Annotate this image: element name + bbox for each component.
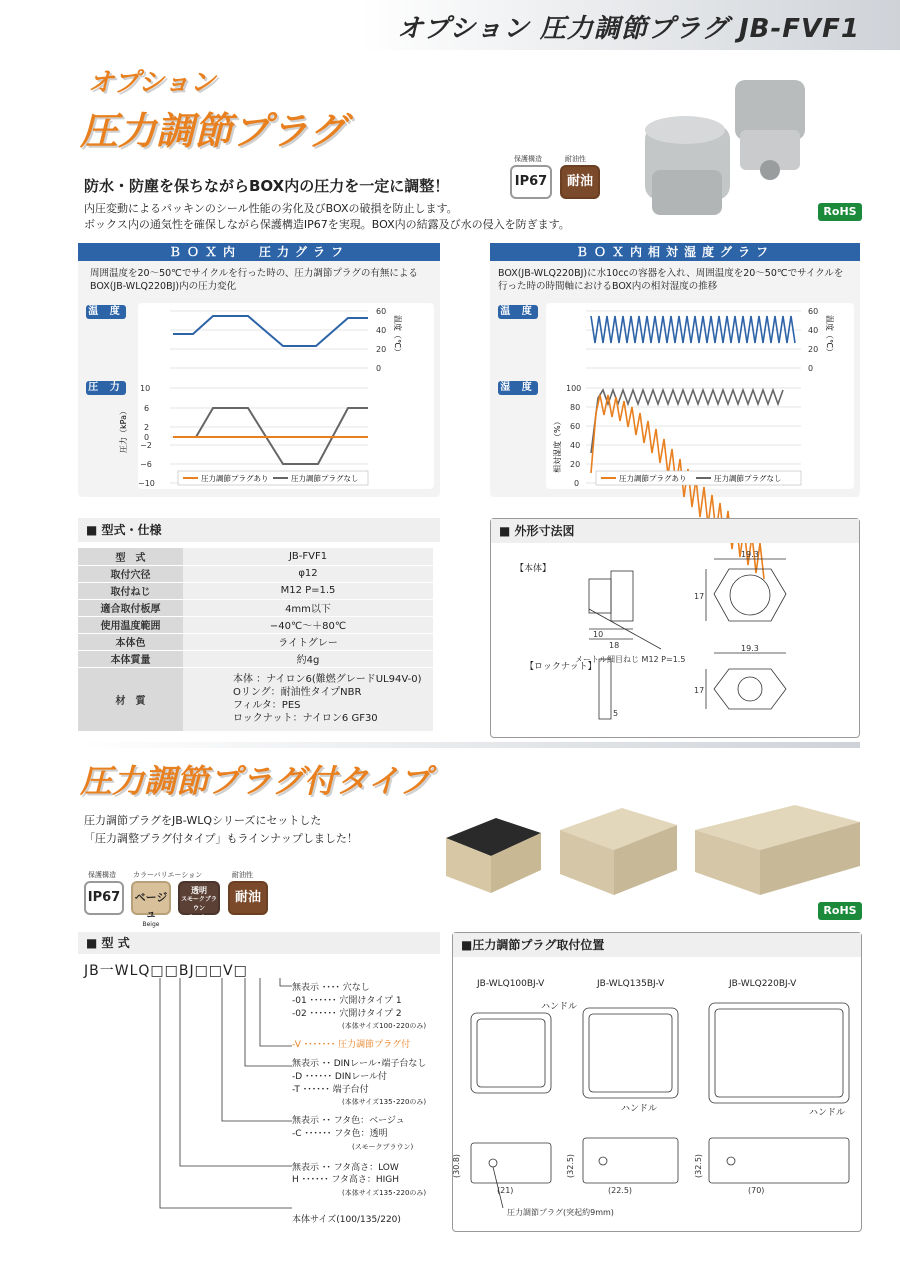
color-beige-label: ベージュ <box>134 891 168 920</box>
dims-body-label: 【本体】 <box>515 564 552 574</box>
model-line: 無表示 ････ 穴なし <box>292 983 370 993</box>
type2-oil-badge: 耐油 <box>228 881 268 915</box>
material-filter: フィルタ：PES <box>233 700 301 711</box>
spec-value: 約4g <box>183 650 433 667</box>
model-line: 無表示 ･･ DINレール･端子台なし <box>292 1058 427 1069</box>
pressure-tick-m6: −6 <box>140 460 152 469</box>
dim-17-bottom: 17 <box>694 686 705 695</box>
legend-without-plug-left: 圧力調節プラグなし <box>291 474 359 483</box>
table-row <box>78 633 433 650</box>
humidity-tick-20: 20 <box>570 460 581 469</box>
enclosure-photo-small <box>436 798 546 898</box>
dimension-drawing <box>561 549 851 734</box>
dim-100-width: (21) <box>497 1186 514 1195</box>
model-line: (本体サイズ135･220のみ) <box>342 1098 427 1107</box>
model-line: 無表示 ･･ フタ高さ：LOW <box>292 1162 399 1173</box>
pill-humidity: 湿 度 <box>498 381 538 395</box>
humidity-tick-60: 60 <box>570 422 581 431</box>
plug-note: 圧力調節プラグ(突起約9mm) <box>507 1208 614 1217</box>
pill-temperature-left: 温 度 <box>86 305 126 319</box>
spec-table <box>78 548 433 732</box>
model-title-bar <box>78 932 440 954</box>
spec-value: 4mm以下 <box>183 599 433 616</box>
temp-axis-label-right: 温度（℃） <box>825 315 834 356</box>
hero-desc-2: ボックス内の通気性を確保しながら保護構造IP67を実現。BOX内の結露及び水の侵入を防ぎます。 <box>84 218 570 231</box>
pressure-caption-1: 周囲温度を20～50℃でサイクルを行った時の、圧力調節プラグの有無による <box>90 268 418 279</box>
humidity-tick-40: 40 <box>570 441 581 450</box>
spec-value: φ12 <box>183 565 433 582</box>
model-line: (本体サイズ100･220のみ) <box>342 1022 427 1031</box>
pressure-tick-m2: −2 <box>140 441 152 450</box>
dimensions-title: ■ 外形寸法図 <box>491 519 859 543</box>
model-line: H ･･････ フタ高さ：HIGH <box>292 1175 400 1186</box>
dim-100-height: (30.8) <box>452 1153 461 1178</box>
pressure-tick-10: 10 <box>140 384 151 393</box>
temp-tick-20-r: 20 <box>808 345 819 354</box>
humidity-axis-label: 相対湿度（%） <box>553 417 562 473</box>
color-smoke-label: 透明 <box>191 886 207 895</box>
pressure-tick-0: 0 <box>144 433 150 442</box>
temp-tick-0: 0 <box>376 364 382 373</box>
table-row <box>78 548 433 565</box>
badge-oil-caption: 耐油性 <box>565 155 586 163</box>
product-title: 圧力調節プラグ <box>80 109 347 153</box>
model-code: JB一WLQ□□BJ□□V□ <box>84 963 248 979</box>
model-135-label: JB-WLQ135BJ-V <box>597 979 665 989</box>
model-title: ■ 型 式 <box>86 936 130 950</box>
model-line: (本体サイズ135･220のみ) <box>342 1189 427 1198</box>
enclosure-photo-medium <box>552 800 682 900</box>
pressure-axis-label: 圧力（kPa） <box>119 407 128 453</box>
model-line: -D ･･････ DINレール付 <box>292 1071 388 1082</box>
model-line-pressure-plug: -V ･･･････ 圧力調節プラグ付 <box>292 1040 411 1051</box>
model-line: (スモークブラウン) <box>352 1142 414 1151</box>
pressure-caption-2: BOX(JB-WLQ220BJ)内の圧力変化 <box>90 281 237 292</box>
model-line: 無表示 ･･ フタ色：ベージュ <box>292 1116 405 1127</box>
hero-desc-1: 内圧変動によるパッキンのシール性能の劣化及びBOXの破損を防止します。 <box>84 202 458 215</box>
model-220-label: JB-WLQ220BJ-V <box>729 979 797 989</box>
install-position-title: ■圧力調節プラグ取付位置 <box>453 933 861 957</box>
humidity-caption-2: 行った時の時間軸におけるBOX内の相対湿度の推移 <box>498 281 718 292</box>
humidity-tick-80: 80 <box>570 403 581 412</box>
spec-panel <box>78 518 440 738</box>
pressure-plot-area <box>119 303 434 489</box>
spec-key: 本体色 <box>78 633 183 650</box>
humidity-tick-100: 100 <box>566 384 582 393</box>
color-smoke-sub: Smoke Brown <box>188 914 210 930</box>
model-line: -T ･･････ 端子台付 <box>292 1084 369 1095</box>
hero-headline: 防水・防塵を保ちながらBOX内の圧力を一定に調整！ <box>84 177 450 195</box>
section-divider <box>78 742 860 748</box>
material-oring: Oリング：耐油性タイプNBR <box>233 687 362 698</box>
spec-value: ライトグレー <box>183 633 433 650</box>
type2-desc-1: 圧力調節プラグをJB-WLQシリーズにセットした <box>84 814 322 827</box>
pill-pressure: 圧 力 <box>86 381 126 395</box>
plug-product-photo <box>630 70 830 230</box>
type2-desc-2: 「圧力調整プラグ付タイプ」もラインナップしました！ <box>84 832 358 845</box>
spec-title: ■ 型式・仕様 <box>78 518 440 542</box>
spec-key-material: 材 質 <box>78 667 183 731</box>
table-row <box>78 599 433 616</box>
handle-label-top: ハンドル <box>541 1002 578 1012</box>
install-position-panel <box>452 932 862 1232</box>
model-100-label: JB-WLQ100BJ-V <box>477 979 545 989</box>
type2-ip67-caption: 保護構造 <box>88 871 116 879</box>
color-variation-caption: カラーバリエーション <box>133 871 203 879</box>
dim-10: 10 <box>593 630 604 639</box>
humidity-graph-band: ＢＯＸ内相対湿度グラフ <box>490 243 860 261</box>
humidity-graph-panel <box>490 243 860 497</box>
dim-220-width: (70) <box>748 1186 765 1195</box>
humidity-plot-area <box>546 303 854 489</box>
material-body: 本体 ：ナイロン6(難燃グレードUL94V-0) <box>233 674 422 685</box>
dim-19-3-bottom: 19.3 <box>741 644 759 653</box>
model-line: -01 ･･････ 穴開けタイプ 1 <box>292 995 402 1006</box>
spec-value: M12 P=1.5 <box>183 582 433 599</box>
pressure-tick-2: 2 <box>144 423 150 432</box>
type2-ip67-badge: IP67 <box>84 881 124 915</box>
color-beige-sub: Beige <box>142 921 160 928</box>
page-header-title: オプション 圧力調節プラグ JB-FVF1 <box>397 14 860 44</box>
handle-label-right: ハンドル <box>809 1108 846 1118</box>
thread-note: メートル細目ねじ M12 P=1.5 <box>575 655 686 664</box>
model-line: 本体サイズ(100/135/220) <box>292 1214 401 1225</box>
temp-tick-40: 40 <box>376 326 387 335</box>
humidity-tick-0: 0 <box>574 479 580 488</box>
spec-key: 使用温度範囲 <box>78 616 183 633</box>
type2-rohs-badge: RoHS <box>818 902 862 920</box>
rohs-badge: RoHS <box>818 203 862 221</box>
color-smoke-badge <box>178 881 220 930</box>
dim-18: 18 <box>609 641 620 650</box>
spec-key: 取付穴径 <box>78 565 183 582</box>
dimensions-panel <box>490 518 860 738</box>
legend-with-plug-right: 圧力調節プラグあり <box>619 474 687 483</box>
humidity-caption-1: BOX(JB-WLQ220BJ)に水10ccの容器を入れ、周囲温度を20～50℃でサイクルを <box>498 268 844 279</box>
spec-key: 本体質量 <box>78 650 183 667</box>
model-line: -02 ･･････ 穴開けタイプ 2 <box>292 1008 402 1019</box>
table-row <box>78 582 433 599</box>
pressure-graph-band: ＢＯＸ内 圧力グラフ <box>78 243 440 261</box>
dim-135-width: (22.5) <box>608 1186 633 1195</box>
model-connector-lines <box>150 976 295 1216</box>
dim-220-height: (32.5) <box>694 1153 703 1178</box>
option-label: オプション <box>88 68 216 98</box>
temp-tick-20: 20 <box>376 345 387 354</box>
table-row <box>78 565 433 582</box>
ip67-badge: IP67 <box>510 165 552 199</box>
type2-title: 圧力調節プラグ付タイプ <box>80 762 431 800</box>
temp-tick-60: 60 <box>376 307 387 316</box>
color-beige-badge <box>131 881 171 928</box>
legend-with-plug-left: 圧力調節プラグあり <box>201 474 269 483</box>
spec-value: −40℃～＋80℃ <box>183 616 433 633</box>
install-position-drawing <box>452 993 858 1223</box>
legend-without-plug-right: 圧力調節プラグなし <box>714 474 782 483</box>
dim-5: 5 <box>613 709 619 718</box>
model-line: -C ･･････ フタ色：透明 <box>292 1128 388 1139</box>
dim-135-height: (32.5) <box>566 1153 575 1178</box>
pill-temperature-right: 温 度 <box>498 305 538 319</box>
table-row <box>78 667 433 731</box>
pressure-tick-m10: −10 <box>138 479 155 488</box>
color-smoke-line2: スモークブラウン <box>181 896 217 912</box>
oil-resistant-badge: 耐油 <box>560 165 600 199</box>
dims-locknut-label: 【ロックナット】 <box>525 662 597 672</box>
pressure-graph-panel <box>78 243 440 497</box>
temp-tick-40-r: 40 <box>808 326 819 335</box>
table-row <box>78 616 433 633</box>
table-row <box>78 650 433 667</box>
temp-axis-label-left: 温度（℃） <box>393 315 402 356</box>
temp-tick-0-r: 0 <box>808 364 814 373</box>
spec-key: 取付ねじ <box>78 582 183 599</box>
material-locknut: ロックナット：ナイロン6 GF30 <box>233 713 378 724</box>
type2-oil-caption: 耐油性 <box>232 871 253 879</box>
spec-key: 型 式 <box>78 548 183 565</box>
model-options-list <box>292 982 426 1227</box>
handle-label-mid: ハンドル <box>621 1104 658 1114</box>
spec-value: JB-FVF1 <box>183 548 433 565</box>
temp-tick-60-r: 60 <box>808 307 819 316</box>
pressure-tick-6: 6 <box>144 404 150 413</box>
spec-key: 適合取付板厚 <box>78 599 183 616</box>
badge-ip67-caption: 保護構造 <box>514 155 542 163</box>
dim-17-top: 17 <box>694 592 705 601</box>
enclosure-photo-large <box>690 800 865 900</box>
dim-19-3-top: 19.3 <box>741 550 759 559</box>
